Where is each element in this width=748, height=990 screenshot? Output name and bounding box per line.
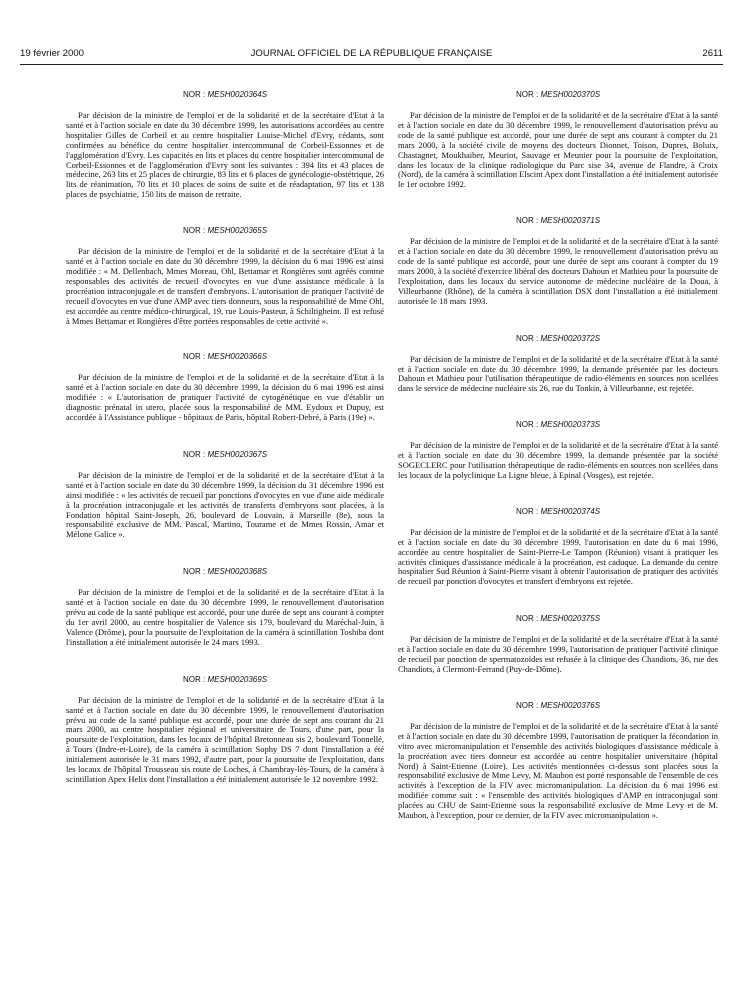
- header-rule: [20, 64, 723, 65]
- decision-entry: [66, 675, 384, 785]
- page-header: [20, 48, 723, 62]
- decision-entry: [398, 507, 718, 587]
- nor-code: MESH0020367S: [207, 449, 268, 459]
- decision-entry: [398, 334, 718, 395]
- decision-entry: [66, 450, 384, 540]
- nor-code: MESH0020364S: [207, 90, 268, 99]
- decision-entry: [398, 216, 718, 306]
- decision-text: Par décision de la ministre de l'emploi et de la solidarité et de la secrétaire d'Etat à la santé et à l'action sociale en date du 30 décembre 1999, la décision du 6 mai 1996 est ainsi modifiée : « L'autorisation de pratiquer l'activité de cytogénétique en vue d'établir un diagnostic prénatal in utero, placée sous la responsabilité de MM. Eydoux et Dupuy, est accordée à l'Assistance publique - hôpitaux de Paris, hôpital Robert-Debré, à Paris (19e) ».: [66, 372, 384, 423]
- nor-reference: [66, 352, 384, 362]
- decision-text: Par décision de la ministre de l'emploi et de la solidarité et de la secrétaire d'Etat à la santé et à l'action sociale en date du 30 décembre 1999, le renouvellement d'autorisation prévu au code de la santé publique est accordé, pour une durée de sept ans courant à compter du 21 mars 2000, à la société civile de moyens des docteurs Dionnet, Toison, Dupres, Boluix, Chastagnet, Moukhaiber, Meuriot, Sauvage et Meunier pour la poursuite de l'exploitation, dans les locaux de la clinique radiologique du Parc sise 34, avenue de Flandre, à Croix (Nord), de la caméra à scintillation Elscint Apex dont l'installation a été initialement autorisée le 1er octobre 1992.: [398, 110, 718, 190]
- decision-text: Par décision de la ministre de l'emploi et de la solidarité et de la secrétaire d'Etat à la santé et à l'action sociale en date du 30 décembre 1999, le renouvellement d'autorisation prévu au code de la santé publique est accordé, pour une durée de sept ans courant du 21 mars 2000, au centre hospitalier régional et universitaire de Tours, d'une part, pour la poursuite de l'exploitation, dans les locaux de l'hôpital Bretonneau sis 2, boulevard Tonnellé, à Tours (Indre-et-Loire), de la caméra à scintillation Sophy DS 7 dont l'installation a été initialement autorisée le 31 mars 1992, d'autre part, pour la poursuite de l'exploitation, dans les locaux de l'hôpital Trousseau sis route de Loches, à Chambray-lès-Tours, de la caméra à scintillation Apex Helix dont l'installation a été initialement autorisée le 12 novembre 1992.: [66, 694, 384, 784]
- nor-reference: [66, 90, 384, 100]
- header-page-number: 2611: [702, 48, 723, 59]
- decision-entry: [398, 701, 718, 821]
- nor-reference: [66, 450, 384, 460]
- nor-code: MESH0020369S: [207, 674, 268, 684]
- nor-reference: [398, 334, 718, 344]
- nor-code: MESH0020373S: [540, 420, 601, 430]
- nor-code: MESH0020372S: [540, 333, 601, 343]
- decision-text: Par décision de la ministre de l'emploi et de la solidarité et de la secrétaire d'Etat à la santé et à l'action sociale en date du 30 décembre 1999, la décision du 6 mai 1996 est ainsi modifiée : « M. Dellenbach, Mmes Moreau, Ohl, Bettamar et Rongières sont agréés comme responsables des activités de recueil d'ovocytes en vue d'une assistance médicale à la procréation intraconjugale et de transfert d'embryons. L'autorisation de pratiquer l'activité de recueil d'ovocytes en vue d'une AMP avec tiers donneurs, sous la responsabilité de Mme Ohl, est accordée au centre médico-chirurgical, 19, rue Louis-Pasteur, à Schiltigheim. Il est refusé à Mmes Bettamar et Rongières d'être portées responsables de cette activité ».: [66, 246, 384, 326]
- decision-entry: [66, 567, 384, 647]
- nor-code: MESH0020368S: [207, 567, 268, 577]
- decision-text: Par décision de la ministre de l'emploi et de la solidarité et de la secrétaire d'Etat à la santé et à l'action sociale en date du 30 décembre 1999, l'autorisation de pratiquer l'activité clinique de recueil par ponction de spermatozoïdes est refusée à la clinique des Chandiots, 36, rue des Chandiots, à Clermont-Ferrand (Puy-de-Dôme).: [398, 634, 718, 674]
- nor-reference: [398, 90, 718, 100]
- decision-entry: [398, 614, 718, 675]
- nor-label: NOR :: [182, 352, 206, 362]
- nor-code: MESH0020371S: [540, 216, 601, 226]
- nor-reference: [398, 216, 718, 226]
- nor-reference: [398, 614, 718, 624]
- decision-text: Par décision de la ministre de l'emploi et de la solidarité et de la secrétaire d'Etat à la santé et à l'action sociale en date du 30 décembre 1999, la demande présentée par les docteurs Dahoun et Mathieu pour l'utilisation thérapeutique de radio-éléments en sources non scellées dans le service de médecine nucléaire sis 26, rue du Tonkin, à Villeurbanne, est rejetée.: [398, 353, 718, 394]
- decision-text: Par décision de la ministre de l'emploi et de la solidarité et de la secrétaire d'Etat à la santé et à l'action sociale en date du 30 décembre 1999, le renouvellement d'autorisation prévu au code de la santé publique est accordé, pour une durée de sept ans courant à compter du 1er avril 2000, au centre hospitalier de Valence sis 179, boulevard du Maréchal-Juin, à Valence (Drôme), pour la poursuite de l'exploitation de la caméra à scintillation Toshiba dont l'installation a été initialement autorisée le 24 mars 1993.: [66, 587, 384, 647]
- nor-reference: [66, 567, 384, 577]
- decision-entry: [398, 420, 718, 481]
- decision-text: Par décision de la ministre de l'emploi et de la solidarité et de la secrétaire d'Etat à la santé et à l'action sociale en date du 30 décembre 1999, la décision du 31 décembre 1996 est ainsi modifiée : « les activités de recueil par ponctions d'ovocytes en vue d'une aide médicale à la procréation intraconjugale et les activités de transferts d'embryons sont placées, à la Fondation hôpital Saint-Joseph, 26, boulevard de Louvain, à Marseille (8e), sous la responsabilité exclusive de MM. Pascal, Martino, Tourame et de Mmes Rossin, Amar et Mélone Galice ».: [66, 469, 384, 540]
- nor-reference: [398, 507, 718, 517]
- nor-reference: [66, 675, 384, 685]
- left-column: [66, 90, 384, 785]
- nor-label: NOR :: [182, 449, 206, 459]
- nor-label: NOR :: [515, 506, 539, 516]
- nor-reference: [66, 226, 384, 236]
- nor-code: MESH0020365S: [207, 226, 268, 236]
- nor-code: MESH0020374S: [540, 506, 601, 516]
- decision-entry: [66, 352, 384, 423]
- decision-entry: [398, 90, 718, 190]
- nor-code: MESH0020375S: [540, 614, 601, 624]
- nor-reference: [398, 420, 718, 430]
- nor-code: MESH0020376S: [540, 700, 601, 710]
- nor-label: NOR :: [515, 420, 539, 430]
- nor-code: MESH0020370S: [540, 90, 601, 99]
- decision-text: Par décision de la ministre de l'emploi et de la solidarité et de la secrétaire d'Etat à la santé et à l'action sociale en date du 30 décembre 1999, la demande présentée par la société SOGECLERC pour l'utilisation thérapeutique de radio-éléments en sources non scellées dans les locaux de la polyclinique La Ligne bleue, à Epinal (Vosges), est rejetée.: [398, 440, 718, 480]
- decision-entry: [66, 226, 384, 326]
- right-column: [398, 90, 718, 821]
- nor-label: NOR :: [515, 216, 539, 226]
- nor-label: NOR :: [515, 700, 539, 710]
- nor-label: NOR :: [182, 90, 206, 99]
- nor-reference: [398, 701, 718, 711]
- nor-label: NOR :: [515, 90, 539, 99]
- decision-entry: [66, 90, 384, 200]
- nor-label: NOR :: [515, 333, 539, 343]
- decision-text: Par décision de la ministre de l'emploi et de la solidarité et de la secrétaire d'Etat à la santé et à l'action sociale en date du 30 décembre 1999, le renouvellement d'autorisation prévu au code de la santé publique est accordé, pour une durée de sept ans courant à compter du 19 mars 2000, à la société d'exercice libéral des docteurs Dahoun et Mathieu pour la poursuite de l'exploitation, dans les locaux du service autonome de médecine nucléaire de la Doua, à Villeurbanne (Rhône), de la caméra à scintillation DSX dont l'installation a été initialement autorisée le 18 mars 1993.: [398, 236, 718, 306]
- header-journal-title: JOURNAL OFFICIEL DE LA RÉPUBLIQUE FRANÇAISE: [250, 48, 493, 59]
- header-date: 19 février 2000: [20, 48, 84, 59]
- nor-code: MESH0020366S: [207, 352, 268, 362]
- nor-label: NOR :: [515, 614, 539, 624]
- nor-label: NOR :: [182, 567, 206, 577]
- decision-text: Par décision de la ministre de l'emploi et de la solidarité et de la secrétaire d'Etat à la santé et à l'action sociale en date du 30 décembre 1999, l'autorisation en date du 6 mai 1996, accordée au centre hospitalier de Saint-Pierre-Le Tampon (Réunion) visant à pratiquer les activités cliniques d'assistance médicale à la procréation, est caduque. La demande du centre hospitalier Sud Réunion à Saint-Pierre visant à obtenir l'autorisation de pratiquer des activités de recueil par ponction d'ovocytes et transfert d'embryons est rejetée.: [398, 526, 718, 587]
- decision-text: Par décision de la ministre de l'emploi et de la solidarité et de la secrétaire d'Etat à la santé et à l'action sociale en date du 30 décembre 1999, l'autorisation de pratiquer la fécondation in vitro avec micromanipulation et l'ensemble des activités biologiques d'assistance médicale à la procréation avec tiers donneur est accordée au centre hospitalier universitaire (hôpital Nord) à Saint-Etienne (Loire). Les activités mentionnées ci-dessus sont placées sous la responsabilité exclusive de Mme Levy, M. Maubon est porté responsable de l'ensemble de ces activités à l'exception de la FIV avec micromanipulation. La décision du 6 mai 1996 est modifiée comme suit : « l'ensemble des activités biologiques d'AMP en intraconjugal sont placées au CHU de Saint-Etienne sous la responsabilité exclusive de Mme Levy et de M. Maubon, à l'exception, pour ce dernier, de la FIV avec micromanipulation ».: [398, 720, 718, 821]
- nor-label: NOR :: [182, 226, 206, 236]
- decision-text: Par décision de la ministre de l'emploi et de la solidarité et de la secrétaire d'Etat à la santé et à l'action sociale en date du 30 décembre 1999, les autorisations accordées au centre hospitalier Gilles de Corbeil et au centre hospitalier Louise-Michel d'Evry, cédants, sont confirmées au bénéfice du centre hospitalier intercommunal de Corbeil-Essonnes et de l'agglomération d'Evry. Les capacités en lits et places du centre hospitalier intercommunal de Corbeil-Essonnes et de l'agglomération d'Evry sont les suivantes : 394 lits et 43 places de médecine, 263 lits et 25 places de chirurgie, 83 lits et 6 places de gynécologie-obstétrique, 26 lits de réanimation, 70 lits et 10 places de soins de suite et de réadaptation, 97 lits et 138 places de psychiatrie, 150 lits de maison de retraite.: [66, 110, 384, 200]
- nor-label: NOR :: [182, 674, 206, 684]
